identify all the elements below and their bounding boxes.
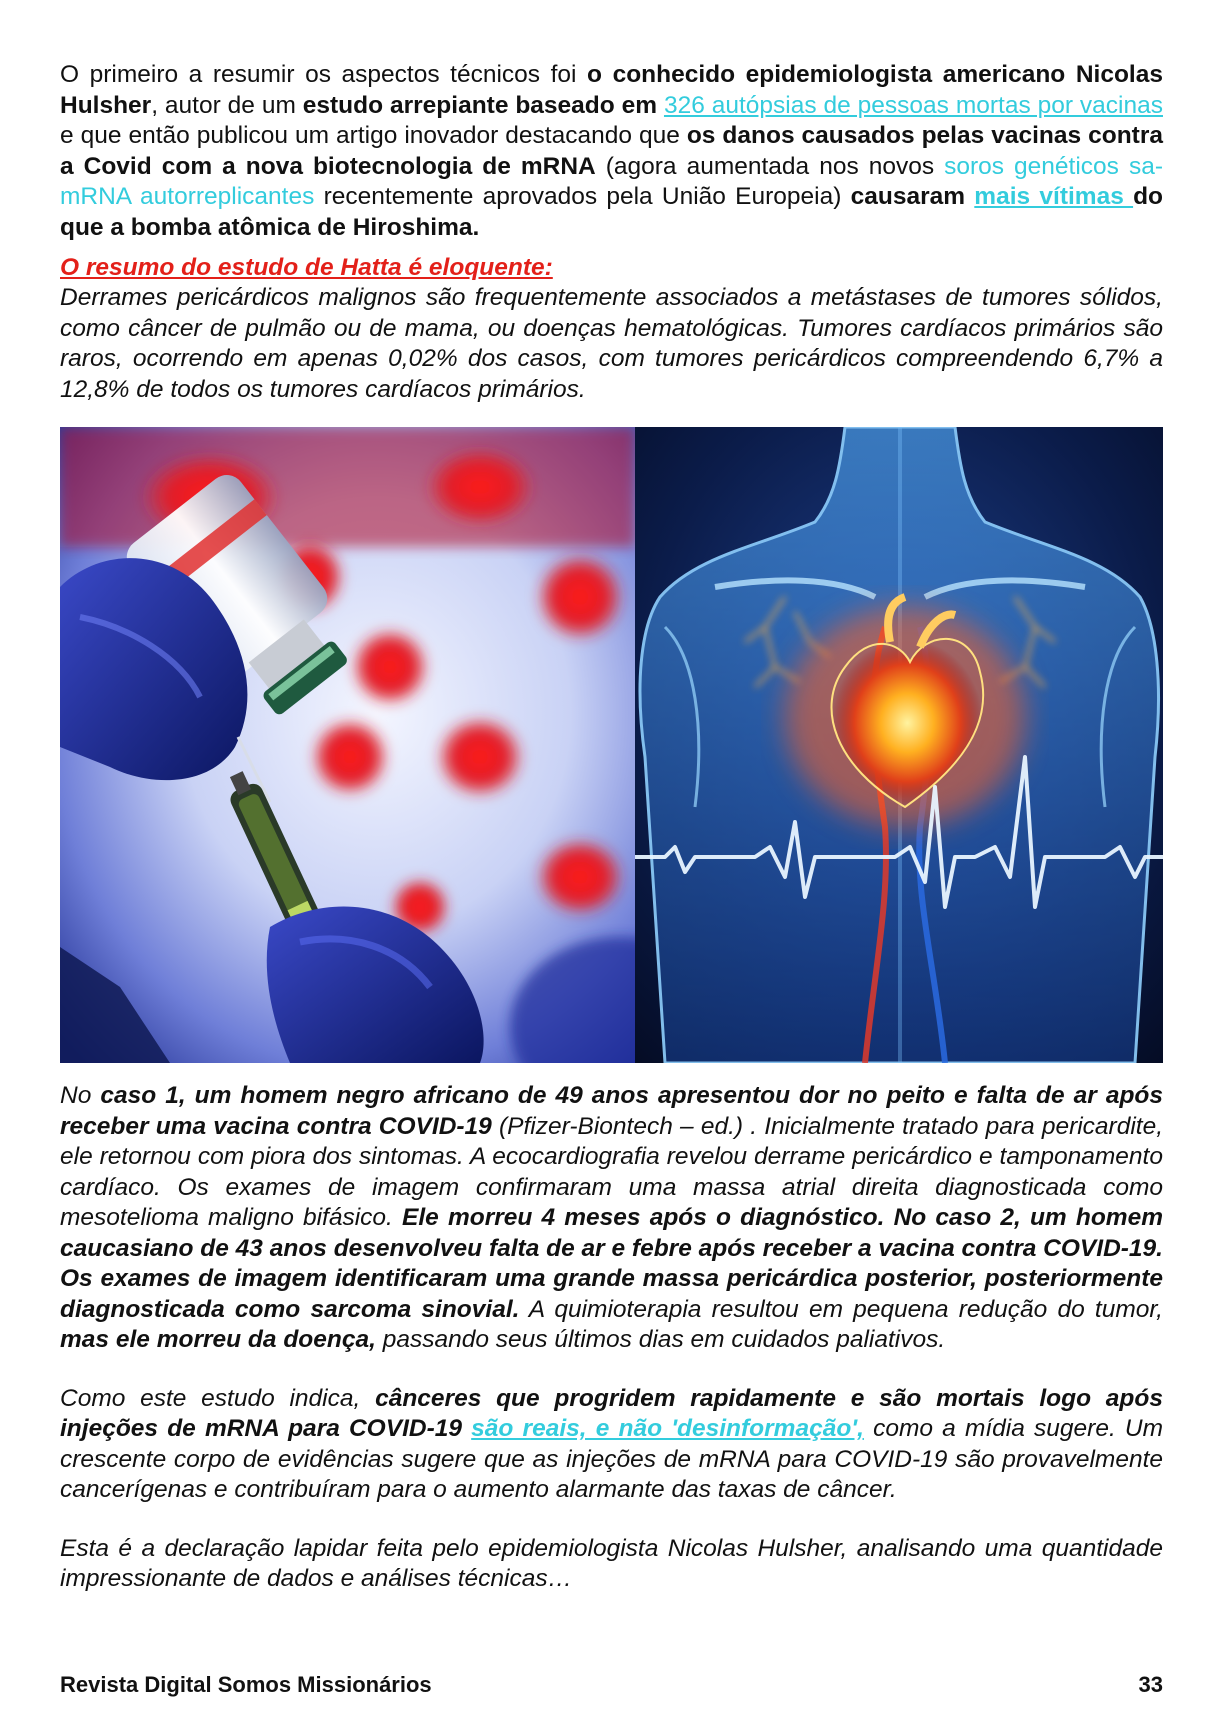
- autopsy-study-link[interactable]: 326 autópsias de pessoas mortas por vacinas: [663, 91, 1163, 119]
- abstract-paragraph: Derrames pericárdicos malignos são frequentemente associados a metástases de tumores sólidos, como câncer de pulmão ou de mama, ou doenças hematológicas. Tumores cardíacos primários são raros, ocorrendo em apenas 0,02% dos casos, com tumores pericárdicos compreendendo 6,7% a 12,8% de todos os tumores cardíacos primários.: [60, 284, 1163, 403]
- intro-paragraph: [60, 60, 1163, 243]
- not-disinformation-link[interactable]: são reais, e não 'desinformação',: [471, 1415, 864, 1442]
- text-run: No: [60, 1082, 101, 1109]
- text-run: (agora aumentada nos novos: [595, 152, 945, 180]
- heart-anatomy-image: [635, 427, 1163, 1063]
- text-run: passando seus últimos dias em cuidados paliativos.: [375, 1326, 946, 1353]
- text-run: , autor de um: [151, 91, 303, 119]
- highlighted-text-run: soros genéticos sa-mRNA autorreplicantes: [60, 152, 1163, 210]
- vaccine-syringe-image: [60, 427, 635, 1063]
- bold-text-run: mas ele morreu da doença,: [60, 1326, 376, 1353]
- section-heading: O resumo do estudo de Hatta é eloquente:: [60, 254, 553, 281]
- conclusion-paragraph: [60, 1384, 1163, 1506]
- closing-paragraph: Esta é a declaração lapidar feita pelo epidemiologista Nicolas Hulsher, analisando uma quantidade impressionante de dados e análises técnicas…: [60, 1534, 1163, 1592]
- text-run: como a mídia sugere. Um crescente corpo de evidências sugere que as injeções de mRNA para COVID-19 são provavelmente cancerígenas e contribuíram para o aumento alarmante das taxas de câncer.: [60, 1415, 1164, 1503]
- spacer: [60, 1506, 1163, 1534]
- bold-text-run: causaram: [850, 183, 975, 210]
- magazine-name: Revista Digital Somos Missionários: [60, 1672, 432, 1697]
- bold-text-run: o conhecido epidemiologista americano Nicolas Hulsher: [60, 61, 1163, 119]
- page-number: 33: [1138, 1672, 1163, 1697]
- bold-text-run: os danos causados pelas vacinas contra a Covid com a nova biotecnologia de mRNA: [60, 122, 1163, 180]
- bold-text-run: caso 1, um homem negro africano de 49 anos apresentou dor no peito e falta de ar após receber uma vacina contra COVID-19: [60, 1082, 1163, 1140]
- text-run: e que então publicou um artigo inovador destacando que: [60, 122, 687, 149]
- spacer: [60, 1356, 1163, 1384]
- text-run: recentemente aprovados pela União Europeia): [314, 183, 851, 210]
- text-run: Como este estudo indica,: [60, 1384, 376, 1412]
- bold-text-run: estudo arrepiante baseado em: [302, 91, 664, 119]
- cases-paragraph: [60, 1081, 1163, 1356]
- article-page: [60, 60, 1163, 1595]
- more-victims-link[interactable]: mais vítimas: [974, 183, 1134, 210]
- bold-text-run: cânceres que progridem rapidamente e são mortais logo após injeções de mRNA para COVID-19: [60, 1384, 1163, 1442]
- text-run: O primeiro a resumir os aspectos técnicos foi: [60, 61, 588, 88]
- illustration-row: [60, 427, 1163, 1063]
- text-run: [462, 1415, 471, 1442]
- text-run: A quimioterapia resultou em pequena redução do tumor,: [519, 1295, 1163, 1323]
- bold-text-run: Ele morreu 4 meses após o diagnóstico. No caso 2, um homem caucasiano de 43 anos desenvolveu falta de ar e febre após receber a vacina contra COVID-19. Os exames de imagem identificaram uma grande massa pericárdica posterior, posteriormente diagnosticada como sarcoma sinovial.: [60, 1204, 1163, 1323]
- text-run: (Pfizer-Biontech – ed.) . Inicialmente tratado para pericardite, ele retornou com piora dos sintomas. A ecocardiografia revelou derrame pericárdico e tamponamento cardíaco. Os exames de imagem confirmaram uma massa atrial direita diagnosticada como mesotelioma maligno bifásico.: [60, 1112, 1164, 1231]
- bold-text-run: do que a bomba atômica de Hiroshima.: [60, 183, 1163, 241]
- page-footer: [60, 1672, 1163, 1698]
